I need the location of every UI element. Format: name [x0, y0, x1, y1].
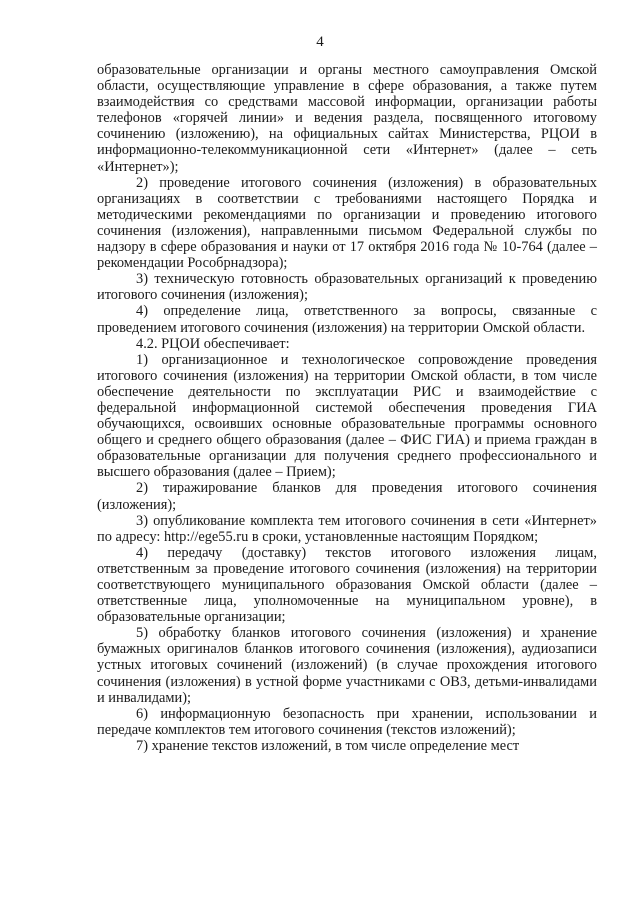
- document-body: [97, 62, 597, 754]
- paragraph: 2) проведение итогового сочинения (изложения) в образовательных организациях в соответствии с требованиями настоящего Порядка и методическими рекомендациями по организации и проведению итогового сочинения (изложения), направленными письмом Федеральной службы по надзору в сфере образования и науки от 17 октября 2016 года № 10-764 (далее – рекомендации Рособрнадзора);: [97, 174, 597, 272]
- paragraph: 5) обработку бланков итогового сочинения (изложения) и хранение бумажных оригиналов бланков итогового сочинения (изложения), аудиозаписи устных итоговых сочинений (изложений) (в случае прохождения итогового сочинения (изложения) в устной форме участниками с ОВЗ, детьми-инвалидами и инвалидами);: [97, 625, 597, 706]
- paragraph: 4) определение лица, ответственного за вопросы, связанные с проведением итогового сочинения (изложения) на территории Омской области.: [97, 303, 597, 336]
- paragraph: 1) организационное и технологическое сопровождение проведения итогового сочинения (изложения) на территории Омской области, в том числе обеспечение деятельности по эксплуатации РИС и взаимодействие с федеральной информационной системой обеспечения проведения ГИА обучающихся, освоивших основные образовательные программы основного общего и среднего общего образования (далее – ФИС ГИА) и приема граждан в образовательные организации для получения среднего профессионального и высшего образования (далее – Прием);: [97, 351, 597, 481]
- paragraph: образовательные организации и органы местного самоуправления Омской области, осуществляющие управление в сфере образования, а также путем взаимодействия со средствами массовой информации, организации работы телефонов «горячей линии» и ведения раздела, посвященного итоговому сочинению (изложению), на официальных сайтах Министерства, РЦОИ в информационно-телекоммуникационной сети «Интернет» (далее – сеть «Интернет»);: [97, 62, 597, 175]
- paragraph: 7) хранение текстов изложений, в том числе определение мест: [136, 737, 520, 754]
- paragraph: 4.2. РЦОИ обеспечивает:: [136, 335, 290, 352]
- paragraph: 3) опубликование комплекта тем итогового сочинения в сети «Интернет» по адресу: http://ege55.ru в сроки, установленные настоящим Порядком;: [97, 512, 597, 545]
- paragraph: 6) информационную безопасность при хранении, использовании и передаче комплектов тем итогового сочинения (текстов изложений);: [97, 705, 597, 738]
- page-number: 4: [316, 34, 324, 50]
- paragraph: 4) передачу (доставку) текстов итогового изложения лицам, ответственным за проведение итогового сочинения (изложения) на территории соответствующего муниципального образования Омской области (далее – ответственные лица, уполномоченные на муниципальном уровне), в образовательные организации;: [97, 544, 597, 626]
- paragraph: 2) тиражирование бланков для проведения итогового сочинения (изложения);: [97, 480, 597, 513]
- paragraph: 3) техническую готовность образовательных организаций к проведению итогового сочинения (изложения);: [97, 271, 597, 304]
